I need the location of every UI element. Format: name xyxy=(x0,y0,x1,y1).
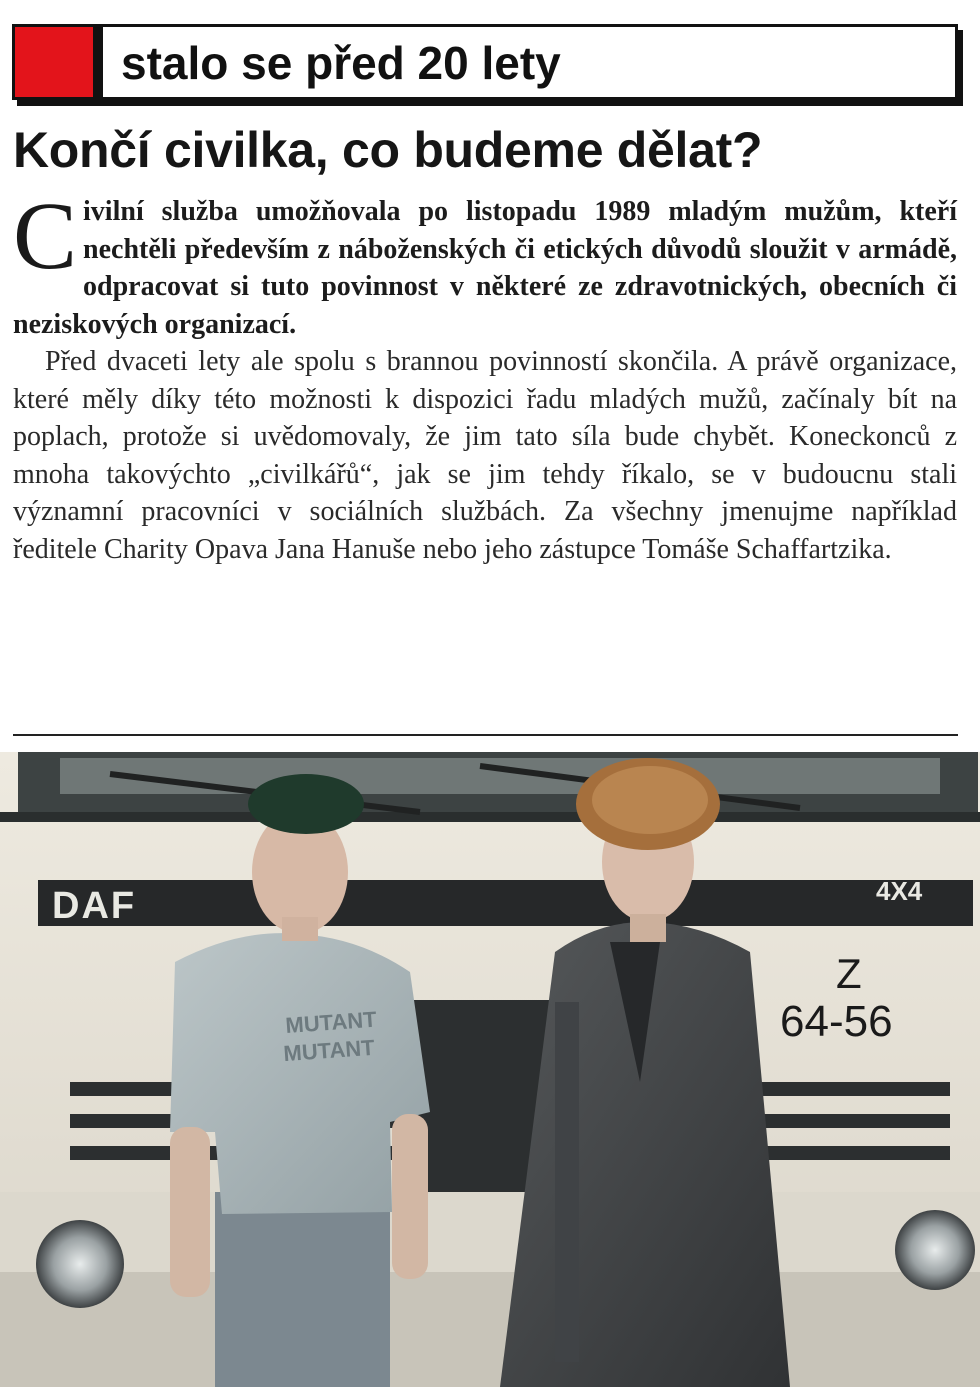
headline: Končí civilka, co budeme dělat? xyxy=(13,122,763,178)
beret xyxy=(248,774,364,834)
headlight-left xyxy=(36,1220,124,1308)
separator-rule xyxy=(13,734,958,736)
truck-brand-band xyxy=(38,880,973,926)
shirt-print-1: MUTANT xyxy=(284,1006,378,1038)
plate-line-2: 64-56 xyxy=(780,997,893,1046)
truck-badge: 4X4 xyxy=(876,876,923,906)
article-body xyxy=(13,182,957,568)
drop-cap: C xyxy=(13,182,78,289)
arm-left-b xyxy=(392,1114,428,1279)
lead-text: ivilní služba umožňovala po listopadu 1989 mladým mužům, kteří nechtěli především z náboženských či etických důvodů sloužit v armádě, odpracovat si tuto povinnost v některé ze zdravotnických, obecních či neziskových organizací. xyxy=(13,196,957,340)
trousers-left xyxy=(215,1192,390,1387)
shirt-print-2: MUTANT xyxy=(282,1034,376,1067)
truck-bumper xyxy=(0,1192,980,1272)
rubric-divider xyxy=(93,27,103,97)
plate-line-1: Z xyxy=(836,950,862,997)
body-paragraph: Před dvaceti lety ale spolu s brannou povinností skončila. A právě organizace, které měly díky této možnosti k dispozici řadu mladých mužů, začínaly bít na poplach, protože si uvědomovaly, že jim tato síla bude chybět. Koneckonců z mnoha takovýchto „civilkářů“, jak se jim tehdy říkalo, se v budoucnu stali významní pracovníci v sociálních službách. Za všechny jmenujme například ředitele Charity Opava Jana Hanuše nebo jeho zástupce Tomáše Schaffartzika. xyxy=(13,346,957,565)
rubric-red-block xyxy=(15,27,93,97)
lead-paragraph xyxy=(13,182,957,343)
article-photo xyxy=(0,752,980,1387)
rubric-header xyxy=(12,24,958,100)
arm-left-a xyxy=(170,1127,210,1297)
rubric-title: stalo se před 20 lety xyxy=(121,37,561,89)
truck-brand: DAF xyxy=(52,885,137,927)
headlight-right xyxy=(895,1210,975,1290)
